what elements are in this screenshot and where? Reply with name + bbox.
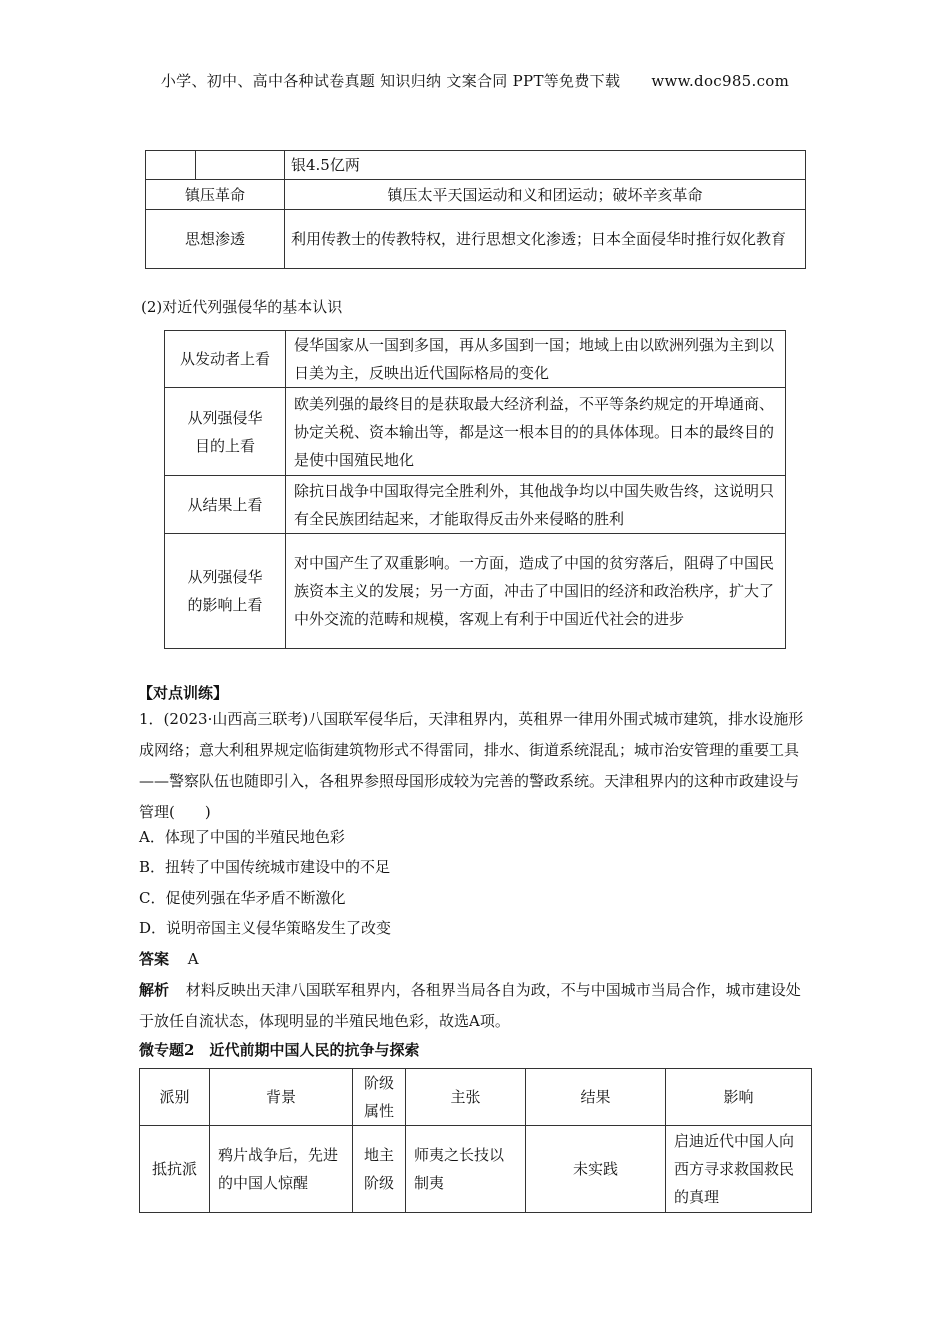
table-cell: 师夷之长技以制夷 xyxy=(406,1126,526,1213)
answer-line xyxy=(139,944,811,975)
row-content: 对中国产生了双重影响。一方面，造成了中国的贫穷落后，阻碍了中国民族资本主义的发展；另一方面，冲击了中国旧的经济和政治秩序，扩大了中外交流的范畴和规模，客观上有利于中国近代社会的进步 xyxy=(286,534,786,649)
analysis-label: 解析 xyxy=(139,981,170,999)
row-content: 侵华国家从一国到多国，再从多国到一国；地域上由以欧洲列强为主到以日美为主，反映出近代国际格局的变化 xyxy=(286,331,786,388)
table-cell: 银4.5亿两 xyxy=(285,151,806,180)
table-row xyxy=(165,534,786,649)
table-row xyxy=(165,388,786,476)
table-cell: 未实践 xyxy=(526,1126,666,1213)
row-content: 除抗日战争中国取得完全胜利外，其他战争均以中国失败告终，这说明只有全民族团结起来，才能取得反击外来侵略的胜利 xyxy=(286,476,786,534)
section-title: (2)对近代列强侵华的基本认识 xyxy=(141,298,343,316)
row-label: 从发动者上看 xyxy=(165,331,286,388)
topic-title: 微专题2 近代前期中国人民的抗争与探索 xyxy=(139,1041,420,1059)
analysis-block xyxy=(139,975,811,1037)
page-header xyxy=(0,70,950,91)
option-b: B．扭转了中国传统城市建设中的不足 xyxy=(139,858,391,876)
row-label: 从列强侵华目的上看 xyxy=(165,388,286,476)
row-label: 从列强侵华的影响上看 xyxy=(165,534,286,649)
table-row xyxy=(165,476,786,534)
table-row xyxy=(140,1126,812,1213)
column-header: 阶级属性 xyxy=(353,1069,406,1126)
table-cell xyxy=(146,151,196,180)
training-heading: 【对点训练】 xyxy=(138,684,229,702)
column-header: 背景 xyxy=(210,1069,353,1126)
header-text: 小学、初中、高中各种试卷真题 知识归纳 文案合同 PPT等免费下载 xyxy=(160,72,621,90)
question-stem: 1．(2023·山西高三联考)八国联军侵华后，天津租界内，英租界一律用外围式城市建筑，排水设施形成网络；意大利租界规定临街建筑物形式不得雷同，排水、街道系统混乱；城市治安管理的重要工具——警察队伍也随即引入，各租界参照母国形成较为完善的警政系统。天津租界内的这种市政建设与管理( ) xyxy=(139,710,804,821)
table-cell: 地主阶级 xyxy=(353,1126,406,1213)
row-label: 思想渗透 xyxy=(146,210,285,269)
column-header: 主张 xyxy=(406,1069,526,1126)
table-row xyxy=(146,180,806,210)
row-label: 镇压革命 xyxy=(146,180,285,210)
table-cell: 抵抗派 xyxy=(140,1126,210,1213)
table-row xyxy=(146,210,806,269)
table-row xyxy=(165,331,786,388)
table-cell: 启迪近代中国人向西方寻求救国救民的真理 xyxy=(666,1126,812,1213)
table-header-row xyxy=(140,1069,812,1126)
row-content: 镇压太平天国运动和义和团运动；破坏辛亥革命 xyxy=(285,180,806,210)
row-content: 欧美列强的最终目的是获取最大经济利益，不平等条约规定的开埠通商、协定关税、资本输出等，都是这一根本目的的具体体现。日本的最终目的是使中国殖民地化 xyxy=(286,388,786,476)
column-header: 派别 xyxy=(140,1069,210,1126)
table-row xyxy=(146,151,806,180)
row-label: 从结果上看 xyxy=(165,476,286,534)
answer-value: A xyxy=(187,950,199,968)
row-content: 利用传教士的传教特权，进行思想文化渗透；日本全面侵华时推行奴化教育 xyxy=(285,210,806,269)
column-header: 影响 xyxy=(666,1069,812,1126)
struggle-exploration-table xyxy=(139,1068,812,1213)
basic-understanding-table xyxy=(164,330,786,649)
analysis-text: 材料反映出天津八国联军租界内，各租界当局各自为政，不与中国城市当局合作，城市建设处于放任自流状态，体现明显的半殖民地色彩，故选A项。 xyxy=(139,981,801,1030)
table-cell xyxy=(196,151,285,180)
option-d: D．说明帝国主义侵华策略发生了改变 xyxy=(139,919,392,937)
table-cell: 鸦片战争后，先进的中国人惊醒 xyxy=(210,1126,353,1213)
column-header: 结果 xyxy=(526,1069,666,1126)
answer-label: 答案 xyxy=(139,950,170,968)
option-a: A．体现了中国的半殖民地色彩 xyxy=(139,828,345,846)
header-url[interactable]: www.doc985.com xyxy=(651,72,790,90)
option-c: C．促使列强在华矛盾不断激化 xyxy=(139,889,346,907)
aggression-table-continued xyxy=(145,150,806,269)
